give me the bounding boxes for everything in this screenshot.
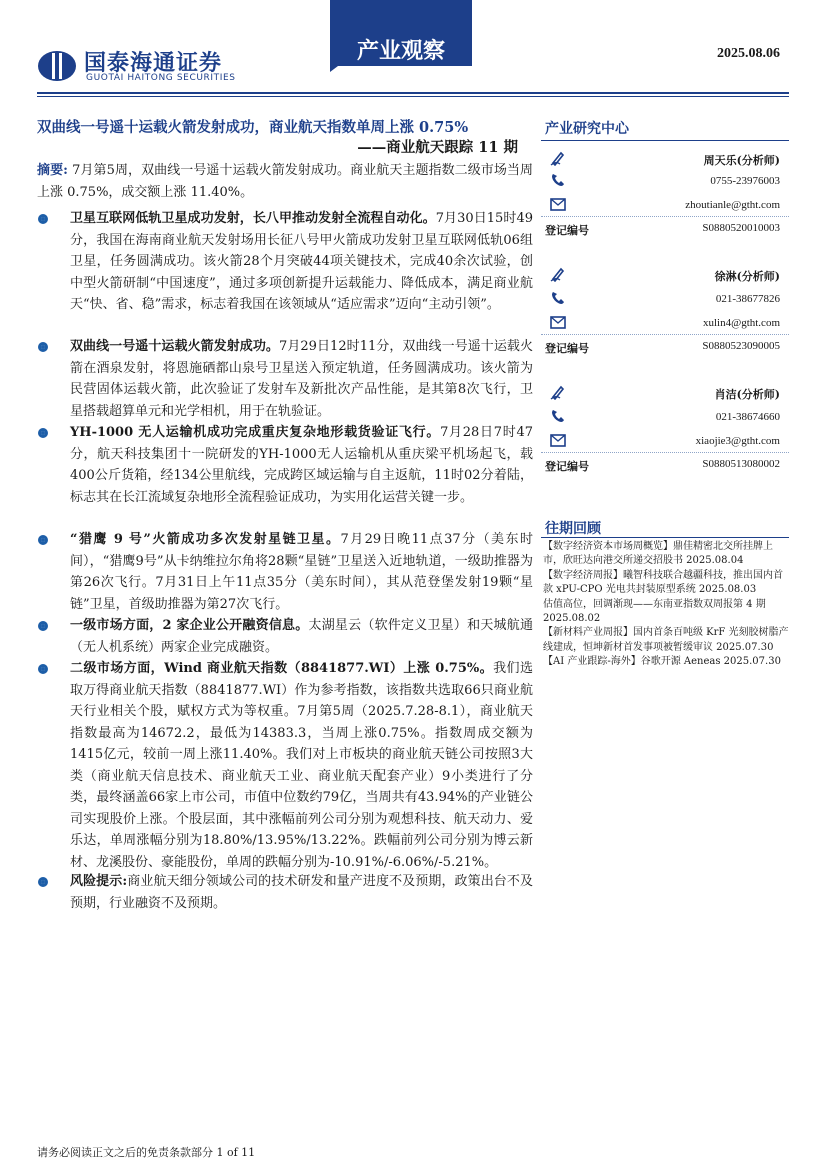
reg-number: S0880513080002 (702, 458, 780, 470)
list-item (70, 658, 533, 873)
past-report-link[interactable]: 估值高位，回调渐现——东南亚指数双周报第 4 期 2025.08.02 (543, 598, 766, 625)
item-head: “猎鹰 9 号”火箭成功多次发射星链卫星。 (70, 532, 341, 547)
divider (541, 452, 789, 453)
pen-icon (550, 384, 566, 400)
page-footer: 请务必阅读正文之后的免责条款部分 1 of 11 (37, 1146, 256, 1159)
reg-number: S0880520010003 (702, 222, 780, 234)
pen-icon (550, 266, 566, 282)
reg-label: 登记编号 (545, 342, 589, 355)
mail-icon (550, 196, 566, 212)
item-text: 7月29日晚11点37分（美东时间），“猎鹰9号”从卡纳维拉尔角将28颗“星链”卫星送入近地轨道，一级助推器为第26次飞行。7月31日上午11点35分（美东时间），其从范登堡发射19颗“星链”卫星，首级助推器为第27次飞行。 (70, 532, 533, 612)
past-report-link[interactable]: 【新材料产业周报】国内首条百吨级 KrF 光刻胶树脂产线建成，恒坤新材首发事项被暂缓审议 2025.07.30 (543, 627, 789, 653)
divider (541, 334, 789, 335)
bullet-icon (38, 535, 48, 545)
divider (541, 216, 789, 217)
past-reports-heading: 往期回顾 (545, 521, 601, 537)
reg-label: 登记编号 (545, 224, 589, 237)
phone-icon (550, 172, 566, 188)
item-head: YH-1000 无人运输机成功完成重庆复杂地形载货验证飞行。 (70, 425, 441, 440)
abstract-label: 摘要: (37, 163, 68, 178)
analyst-phone: 0755-23976003 (710, 175, 780, 187)
bullet-icon (38, 621, 48, 631)
bullet-icon (38, 214, 48, 224)
list-item (70, 422, 533, 508)
past-report-link[interactable]: 【数字经济周报】曦智科技联合越疆科技，推出国内首款 xPU-CPO 光电共封装原型系统 2025.08.03 (543, 569, 783, 596)
list-item (70, 208, 533, 316)
bullet-icon (38, 877, 48, 887)
analyst-email: xulin4@gtht.com (702, 317, 780, 329)
analyst-email: zhoutianle@gtht.com (685, 199, 780, 211)
reg-number: S0880523090005 (702, 340, 780, 352)
item-text: 7月29日12时11分，双曲线一号遥十运载火箭在酒泉发射，将恩施硒都山泉号卫星送入预定轨道，任务圆满成功。该火箭为民营固体运载火箭，此次验证了发射车及新批次产品性能，是其第8次飞行，卫星搭载超算单元和光学相机，用于在轨验证。 (70, 339, 533, 419)
header-rule-thin (37, 96, 789, 97)
bullet-icon (38, 664, 48, 674)
report-type-label: 产业观察 (356, 39, 445, 64)
list-item (70, 336, 533, 422)
item-text: 7月28日7时47分，航天科技集团十一院研发的YH-1000无人运输机从重庆梁平机场起飞，载400公斤货箱，经134公里航线，完成跨区域运输与自主返航，11时02分着陆，标志其在长江流域复杂地形全流程验证成功，为实用化运营关键一步。 (70, 425, 533, 505)
logo-subtext: GUOTAI HAITONG SECURITIES (86, 73, 236, 83)
analyst-name: 周天乐(分析师) (703, 154, 780, 167)
analyst-phone: 021-38677826 (715, 293, 780, 305)
item-head: 风险提示: (70, 874, 128, 889)
list-item (70, 615, 533, 658)
sidebar-heading: 产业研究中心 (545, 121, 629, 137)
past-report-link[interactable]: 【数字经济资本市场周概览】鼎佳精密北交所挂牌上市，欣旺达向港交所递交招股书 2025.08.04 (543, 541, 773, 567)
abstract (37, 160, 533, 203)
report-date: 2025.08.06 (717, 46, 780, 61)
sidebar-rule (541, 140, 789, 141)
analyst-phone: 021-38674660 (715, 411, 780, 423)
reg-label: 登记编号 (545, 460, 589, 473)
mail-icon (550, 432, 566, 448)
item-head: 二级市场方面，Wind 商业航天指数（8841877.WI）上涨 0.75%。 (70, 661, 494, 676)
report-subtitle: ——商业航天跟踪 11 期 (357, 139, 518, 156)
pen-icon (550, 150, 566, 166)
phone-icon (550, 290, 566, 306)
sidebar-rule (541, 537, 789, 538)
item-head: 双曲线一号遥十运载火箭发射成功。 (70, 339, 279, 354)
logo-icon (37, 50, 77, 82)
analyst-email: xiaojie3@gtht.com (695, 435, 780, 447)
analyst-name: 徐淋(分析师) (714, 270, 780, 283)
list-item (70, 871, 533, 914)
phone-icon (550, 408, 566, 424)
item-head: 一级市场方面，2 家企业公开融资信息。 (70, 618, 309, 633)
item-text: 太湖星云（软件定义卫星）和天城航通（无人机系统）两家企业完成融资。 (70, 618, 533, 655)
item-head: 卫星互联网低轨卫星成功发射，长八甲推动发射全流程自动化。 (70, 211, 436, 226)
past-report-link[interactable]: 【AI 产业跟踪-海外】谷歌开源 Aeneas 2025.07.30 (543, 656, 781, 668)
bullet-icon (38, 342, 48, 352)
item-text: 我们选取万得商业航天指数（8841877.WI）作为参考指数，该指数共选取66只商业航天行业相关个股，赋权方式为等权重。7月第5周（2025.7.28-8.1），商业航天指数最高为14672.2，最低为14383.3，当周上涨0.75%。指数周成交额为1415亿元，较前一周上涨11.40%。我们对上市板块的商业航天链公司按照3大类（商业航天信息技术、商业航天工业、商业航天配套产业）9小类进行了分类，最终涵盖66家上市公司，市值中位数约79亿，当周共有43.94%的产业链公司实现股价上涨。个股层面，其中涨幅前列公司分别为观想科技、航天动力、爱乐达，单周涨幅分别为18.80%/13.95%/13.22%。跌幅前列公司分别为博云新材、龙溪股份、豪能股份，单周的跌幅分别为-10.91%/-6.06%/-5.21%。 (70, 661, 533, 870)
list-item (70, 529, 533, 615)
past-reports-list (543, 540, 789, 670)
report-title: 双曲线一号遥十运载火箭发射成功，商业航天指数单周上涨 0.75% (37, 119, 469, 136)
logo-text: 国泰海通证券 (84, 51, 223, 76)
header-rule (37, 92, 789, 94)
analyst-name: 肖洁(分析师) (714, 388, 780, 401)
mail-icon (550, 314, 566, 330)
item-text: 7月30日15时49分，我国在海南商业航天发射场用长征八号甲火箭成功发射卫星互联网低轨06组卫星，任务圆满成功。该火箭28个月突破44项关键技术，完成40余次试验，创中型火箭研制“中国速度”，通过多项创新提升运载能力、降低成本，满足商业航天“快、省、稳”需求，标志着我国在该领域从“适应需求”迈向“主动引领”。 (70, 211, 533, 312)
bullet-icon (38, 428, 48, 438)
item-text: 商业航天细分领域公司的技术研发和量产进度不及预期，政策出台不及预期，行业融资不及预期。 (70, 874, 533, 911)
abstract-text: 7月第5周，双曲线一号遥十运载火箭发射成功。商业航天主题指数二级市场当周上涨 0.75%，成交额上涨 11.40%。 (37, 163, 533, 200)
